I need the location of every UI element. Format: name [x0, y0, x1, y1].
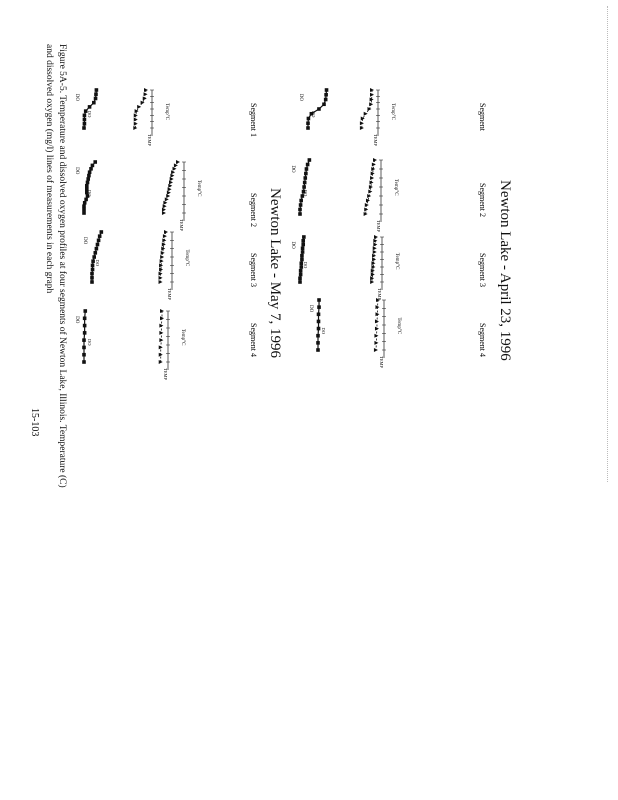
data-point-do	[301, 239, 305, 243]
data-point-temp	[167, 191, 171, 195]
data-point-do	[299, 203, 303, 207]
data-point-temp	[166, 194, 170, 198]
data-point-temp	[360, 121, 364, 125]
data-point-temp	[160, 255, 164, 259]
data-point-do	[90, 272, 94, 276]
axis-annotation-do: DO	[74, 167, 79, 175]
data-point-do	[97, 239, 101, 243]
series-label-temp: TEMP	[147, 134, 152, 147]
data-point-do	[90, 280, 94, 284]
axis-annotation-temp: Temp°C	[184, 249, 189, 267]
data-point-do	[92, 101, 96, 105]
data-point-temp	[141, 101, 145, 105]
segment-label: Segment 3	[249, 253, 258, 287]
data-point-do	[95, 88, 99, 92]
chart-panel-april-3	[290, 235, 487, 300]
segment-label: Segment 1	[249, 103, 258, 137]
data-point-temp	[375, 327, 379, 331]
data-point-do	[324, 98, 328, 102]
axis-annotation-do: DO	[298, 93, 303, 102]
data-point-temp	[159, 331, 163, 335]
series-label-do: DO	[95, 259, 100, 266]
data-point-temp	[174, 163, 178, 167]
data-point-do	[306, 126, 310, 130]
data-point-do	[322, 102, 326, 106]
data-point-do	[89, 167, 93, 171]
data-point-temp	[163, 204, 167, 208]
data-point-temp	[373, 250, 377, 254]
data-point-temp	[163, 234, 167, 238]
data-point-do	[299, 261, 303, 265]
data-point-temp	[137, 105, 141, 109]
figure-caption-line1: Figure 5A-5. Temperature and dissolved oxygen profiles at four segments of Newton Lake, Illinois. Temperature (C)	[57, 44, 67, 488]
data-point-do	[83, 324, 87, 328]
data-point-temp	[169, 180, 173, 184]
data-point-temp	[162, 208, 166, 212]
data-point-do	[300, 254, 304, 258]
data-point-do	[304, 172, 308, 176]
data-point-do	[299, 269, 303, 273]
data-point-do	[325, 88, 329, 92]
axis-annotation-temp: Temp°C	[396, 317, 401, 335]
data-point-temp	[176, 160, 180, 164]
series-label-temp: TEMP	[163, 368, 168, 381]
data-point-temp	[373, 246, 377, 250]
data-point-do	[299, 265, 303, 269]
series-label-temp: TEMP	[179, 219, 184, 232]
series-label-temp: TEMP	[377, 288, 382, 301]
data-point-temp	[134, 118, 138, 122]
data-point-do	[83, 331, 87, 335]
axis-annotation-temp: Temp°C	[394, 252, 399, 270]
data-point-do	[93, 160, 97, 164]
segment-label: Segment 3	[478, 253, 487, 287]
data-point-do	[98, 234, 102, 238]
data-point-do	[91, 264, 95, 268]
data-point-temp	[374, 348, 378, 352]
axis-annotation-do: DO	[290, 241, 295, 249]
data-point-do	[303, 176, 307, 180]
data-point-temp	[170, 177, 174, 181]
data-point-do	[305, 167, 309, 171]
data-point-temp	[163, 201, 167, 205]
data-point-do	[298, 212, 302, 216]
data-point-do	[83, 114, 87, 118]
data-point-do	[301, 243, 305, 247]
series-label-temp: TEMP	[373, 134, 378, 147]
data-point-do	[92, 255, 96, 259]
data-point-do	[301, 246, 305, 250]
page-number: 15-103	[29, 408, 40, 437]
data-point-do	[88, 170, 92, 174]
series-line-temp	[164, 162, 178, 213]
figure-caption-line2: and dissolved oxygen (mg/l) lines of measurements in each graph	[44, 44, 54, 294]
data-point-temp	[370, 93, 374, 97]
data-point-do	[83, 309, 87, 313]
data-point-do	[86, 181, 90, 185]
data-point-do	[299, 199, 303, 203]
chart-panel-may-3	[82, 230, 258, 300]
chart-panel-may-2	[74, 160, 258, 231]
data-point-do	[82, 208, 86, 212]
series-label-do: DO	[87, 110, 92, 118]
data-point-do	[317, 312, 321, 316]
data-point-do	[306, 121, 310, 125]
data-point-temp	[367, 107, 371, 111]
axis-annotation-do: DO	[74, 93, 79, 102]
data-point-do	[82, 338, 86, 342]
series-label-do: DO	[303, 189, 308, 197]
data-point-do	[82, 211, 86, 215]
axis-annotation-do: DO	[308, 305, 313, 313]
data-point-temp	[144, 92, 148, 96]
axis-annotation-temp: Temp°C	[393, 178, 398, 196]
chart-panel-april-2	[290, 158, 487, 232]
data-point-do	[308, 158, 312, 162]
data-point-do	[88, 105, 92, 109]
data-point-do	[85, 184, 89, 188]
series-label-temp: TEMP	[167, 288, 172, 301]
data-point-do	[82, 126, 86, 130]
data-point-do	[94, 97, 98, 101]
segment-label: Segment 4	[478, 323, 487, 357]
data-point-do	[96, 243, 100, 247]
axis-annotation-temp: Temp°C	[390, 103, 395, 120]
data-point-temp	[374, 334, 378, 338]
data-point-do	[317, 305, 321, 309]
data-point-temp	[159, 276, 163, 280]
data-point-do	[298, 280, 302, 284]
data-point-temp	[159, 338, 163, 342]
data-point-do	[95, 247, 99, 251]
data-point-do	[94, 92, 98, 96]
data-point-temp	[165, 197, 169, 201]
data-point-do	[307, 117, 311, 121]
chart-panel-april-4	[308, 298, 487, 368]
data-point-do	[90, 276, 94, 280]
chart-panel-may-4	[74, 309, 258, 380]
series-label-do: DO	[321, 327, 326, 334]
series-label-do: DO	[303, 261, 308, 269]
data-point-temp	[372, 163, 376, 167]
data-point-do	[316, 334, 320, 338]
data-point-do	[82, 204, 86, 208]
data-point-do	[298, 276, 302, 280]
data-point-do	[86, 177, 90, 181]
data-point-do	[82, 346, 86, 350]
data-point-temp	[370, 176, 374, 180]
data-point-temp	[172, 167, 176, 171]
data-point-temp	[168, 184, 172, 188]
axis-annotation-do: DO	[82, 237, 87, 245]
segment-label: Segment 2	[478, 183, 487, 217]
data-point-do	[83, 122, 87, 126]
data-point-do	[91, 259, 95, 263]
data-point-temp	[171, 170, 175, 174]
data-point-do	[87, 174, 91, 178]
data-point-do	[83, 201, 87, 205]
axis-annotation-do: DO	[290, 165, 295, 173]
axis-annotation-temp: Temp°C	[196, 179, 201, 197]
series-label-do: DO	[87, 190, 92, 197]
data-point-do	[299, 273, 303, 277]
data-point-do	[91, 268, 95, 272]
axis-annotation-do: DO	[74, 316, 79, 324]
data-point-do	[317, 107, 321, 111]
data-point-do	[302, 185, 306, 189]
data-point-do	[303, 181, 307, 185]
data-point-do	[84, 198, 88, 202]
data-point-do	[82, 353, 86, 357]
data-point-do	[324, 93, 328, 97]
data-point-do	[298, 208, 302, 212]
data-point-do	[316, 341, 320, 345]
segment-label: Segment 2	[249, 193, 258, 227]
segment-label: Segment 4	[249, 323, 258, 357]
series-label-do: DO	[311, 110, 316, 118]
data-point-do	[302, 235, 306, 239]
data-point-do	[84, 109, 88, 113]
chart-panel-may-1	[74, 88, 258, 146]
data-point-do	[317, 320, 321, 324]
data-point-do	[100, 230, 104, 234]
data-point-do	[317, 327, 321, 331]
axis-annotation-temp: Temp°C	[164, 103, 169, 120]
data-point-do	[93, 251, 97, 255]
data-point-temp	[168, 187, 172, 191]
data-point-temp	[170, 174, 174, 178]
series-label-temp: TEMP	[376, 220, 381, 233]
data-point-temp	[162, 211, 166, 215]
data-point-do	[91, 164, 95, 168]
chart-panel-april-1	[298, 88, 487, 146]
series-label-temp: TEMP	[379, 356, 384, 369]
data-point-temp	[374, 341, 378, 345]
series-label-do: DO	[87, 339, 92, 346]
data-point-do	[83, 118, 87, 122]
data-point-do	[316, 348, 320, 352]
segment-label: Segment	[478, 103, 487, 131]
data-point-do	[300, 258, 304, 262]
data-point-temp	[369, 102, 373, 106]
may-title: Newton Lake - May 7, 1996	[267, 188, 283, 358]
data-point-do	[83, 316, 87, 320]
axis-annotation-temp: Temp°C	[180, 328, 185, 346]
april-title: Newton Lake - April 23, 1996	[497, 180, 513, 361]
data-point-temp	[364, 112, 368, 116]
data-point-do	[82, 360, 86, 364]
data-point-do	[317, 298, 321, 302]
data-point-do	[301, 250, 305, 254]
data-point-do	[306, 163, 310, 167]
data-point-temp	[364, 208, 368, 212]
